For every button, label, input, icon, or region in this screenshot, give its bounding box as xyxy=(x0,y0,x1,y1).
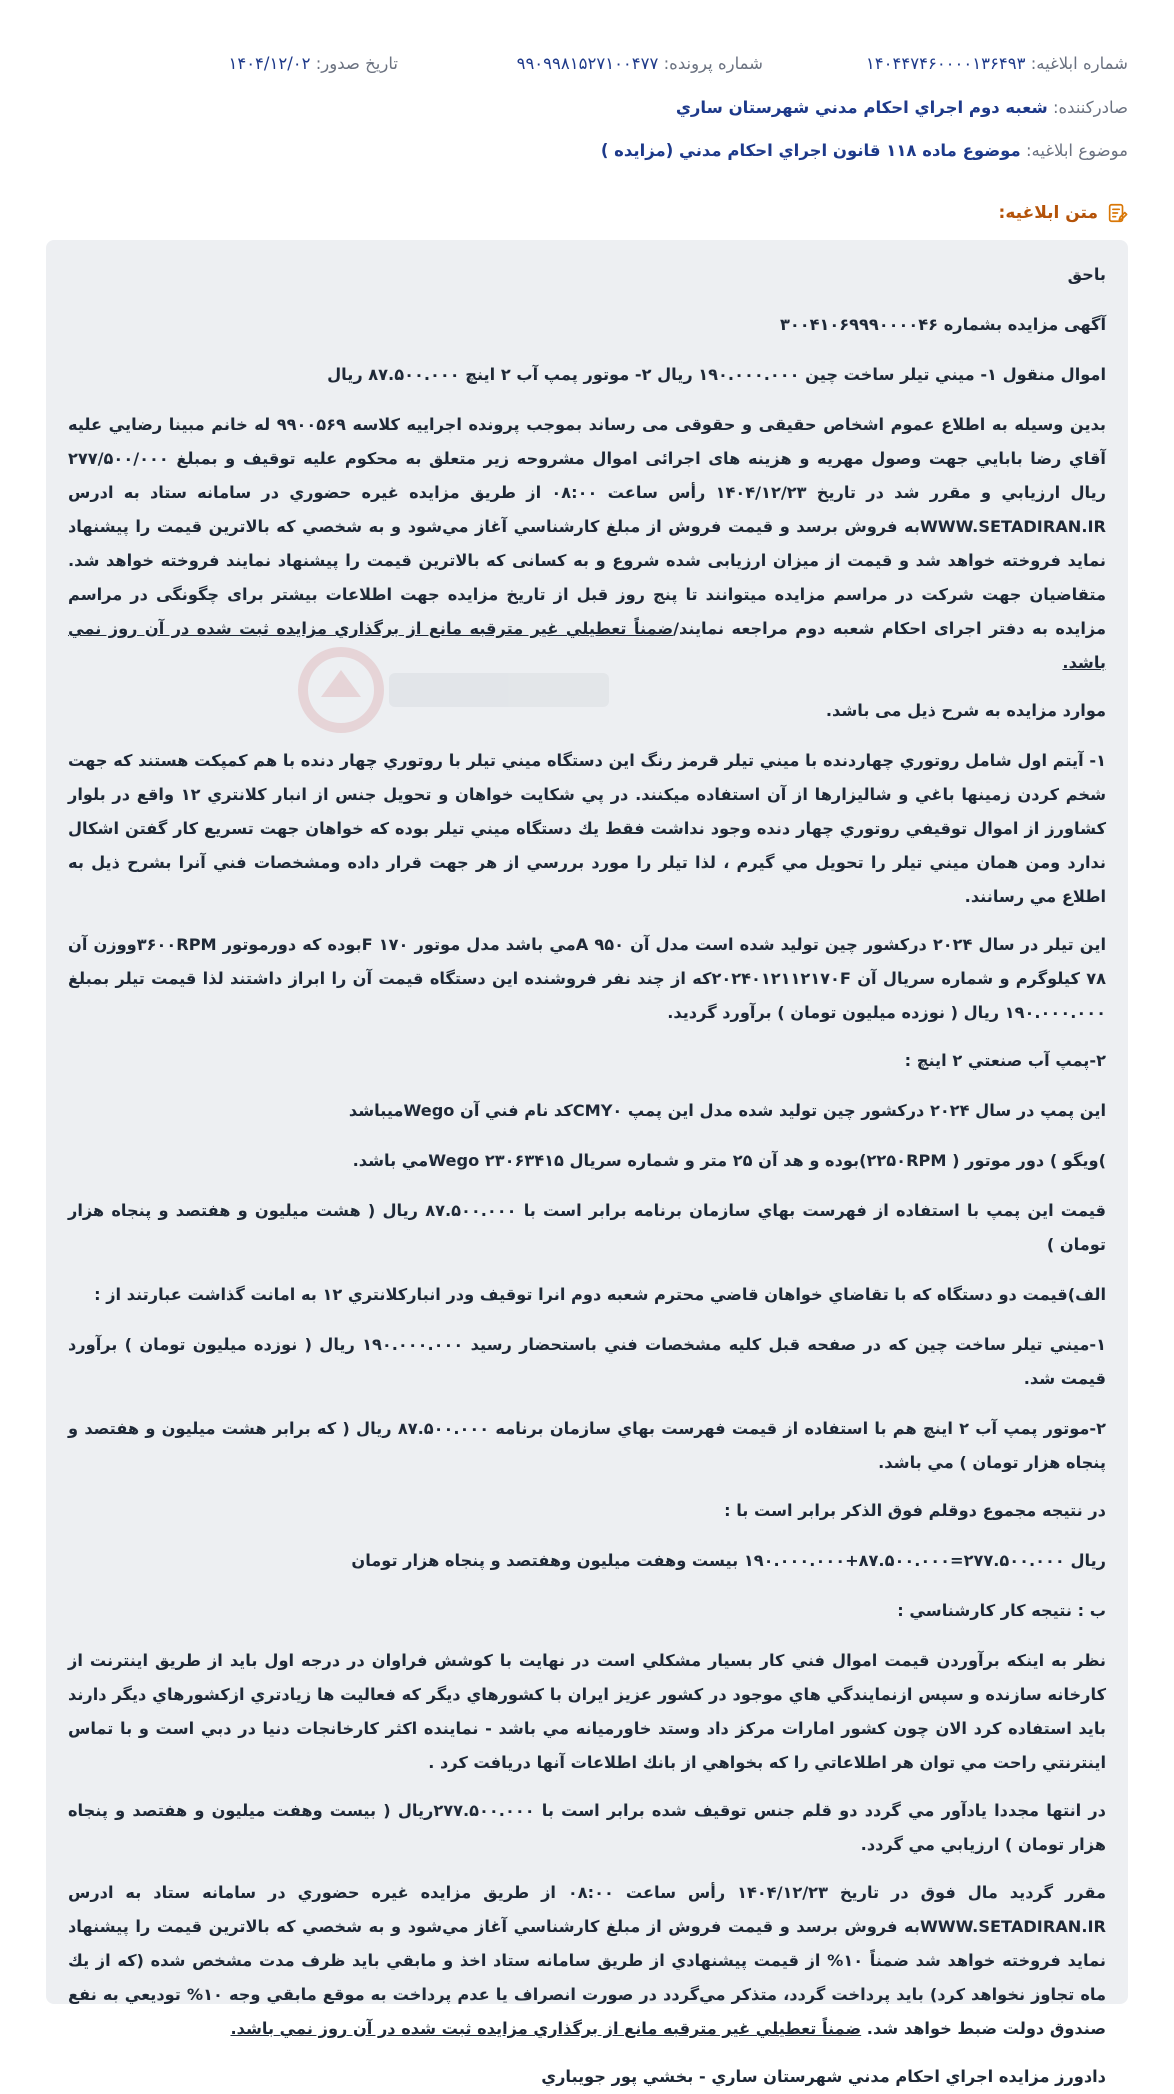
notice-content-box xyxy=(46,240,1128,2086)
announcement-disclaimer: ضمناً تعطيلي غير مترقبه مانع از برگذاري مزايده ثبت شده در آن روز نمي باشد. xyxy=(68,619,1106,672)
subject-label: موضوع ابلاغیه: xyxy=(1025,141,1128,160)
auction-terms-text: مقرر گرديد مال فوق در تاريخ ۱۴۰۴/۱۲/۲۳ رأس ساعت ۰۸:۰۰ از طريق مزايده غيره حضوري در سامانه ستاد به ادرس WWW.SETADIRAN.IRبه فروش برسد و قيمت فروش از مبلغ كارشناسي آغاز مي‌شود و به شخصي كه بالاترين قيمت را پيشنهاد نمايد فروخته خواهد شد ضمناً ۱۰% از قيمت پيشنهادي از طريق سامانه ستاد اخذ و مابقي بايد ظرف مدت مشخص شده (كه از يك ماه تجاوز نخواهد كرد) بايد پرداخت گردد، متذكر مي‌گردد در صورت انصراف يا عدم پرداخت به موقع مابقي وجه ۱۰% توديعي به نفع صندوق دولت ضبط خواهد شد. xyxy=(68,1883,1107,2038)
issue-date-value: ۱۴۰۴/۱۲/۰۲ xyxy=(228,54,311,73)
document-edit-icon xyxy=(1106,202,1128,224)
final-valuation: در انتها مجددا يادآور مي گردد دو قلم جنس توقيف شده برابر است با ۲۷۷.۵۰۰.۰۰۰ريال ( بيست وهفت ميليون و هفتصد و پنجاه هزار تومان ) ارزيابي مي گردد. xyxy=(68,1801,1106,1854)
subject-line xyxy=(46,141,1128,160)
item-2-model: اين پمپ در سال ۲۰۲۴ دركشور چين توليد شده مدل اين پمپ CMY۰كد نام فني آن Wegoميباشد xyxy=(348,1101,1106,1120)
total-sum: ريال ۲۷۷.۵۰۰.۰۰۰=۸۷.۵۰۰.۰۰۰+۱۹۰.۰۰۰.۰۰۰ بيست وهفت ميليون وهفتصد و پنجاه هزار تومان xyxy=(351,1551,1106,1570)
item-2-price: قيمت اين پمپ با استفاده از فهرست بهاي سازمان برنامه برابر است با ۸۷.۵۰۰.۰۰۰ ريال ( هشت ميليون و هفتصد و پنجاه هزار تومان ) xyxy=(68,1201,1106,1254)
notice-title-text: متن ابلاغیه: xyxy=(998,203,1098,223)
section-a-heading: الف)قيمت دو دستگاه كه با تقاضاي خواهان قاضي محترم شعبه دوم انرا توقيف ودر انباركلانتري ۱۲ به امانت گذاشت عبارتند از : xyxy=(94,1285,1106,1304)
item-1-specs: اين تيلر در سال ۲۰۲۴ دركشور چين توليد شده است مدل آن ۹۵۰ Aمي باشد مدل موتور ۱۷۰ Fبوده كه دورموتور ۳۶۰۰RPMووزن آن ۷۸ كيلوگرم و شماره سريال آن ۲۰۲۴۰۱۲۱۱۲۱۷۰Fكه از چند نفر فروشنده اين دستگاه قيمت آن را ابراز داشتند لذا قيمت تيلر بمبلغ ۱۹۰.۰۰۰.۰۰۰ ريال ( نوزده ميليون تومان ) برآورد گرديد. xyxy=(68,935,1107,1022)
items-intro: موارد مزایده به شرح ذیل می باشد. xyxy=(825,701,1106,720)
section-a-item-1: ۱-ميني تيلر ساخت چين كه در صفحه قبل كليه مشخصات فني باستحضار رسيد ۱۹۰.۰۰۰.۰۰۰ ريال ( نوزده ميليون تومان ) برآورد قيمت شد. xyxy=(68,1335,1106,1388)
auction-announcement-paragraph xyxy=(68,408,1106,680)
case-number xyxy=(517,54,763,73)
auction-number: آگهی مزایده بشماره ۳۰۰۴۱۰۶۹۹۹۰۰۰۰۴۶ xyxy=(779,315,1106,334)
notice-number xyxy=(866,54,1128,73)
salutation: باحق xyxy=(1067,265,1106,284)
notice-number-value: ۱۴۰۴۴۷۴۶۰۰۰۰۱۳۶۴۹۳ xyxy=(865,54,1026,73)
section-b-heading: ب : نتيجه كار كارشناسي : xyxy=(897,1601,1106,1620)
item-2-heading: ۲-پمپ آب صنعتي ۲ اينچ : xyxy=(904,1051,1106,1070)
case-number-value: ۹۹۰۹۹۸۱۵۲۷۱۰۰۴۷۷ xyxy=(516,54,659,73)
item-1-description: ۱- آيتم اول شامل روتوري چهاردنده با ميني تيلر قرمز رنگ اين دستگاه ميني تيلر با روتوري چهار دنده با هم كمپكت هستند كه جهت شخم كردن زمينها باغي و شاليزارها از آن استفاده ميكنند. در پي شكايت خواهان و تحويل جنس از انبار كلانتري ۱۲ واقع در بلوار كشاورز از اموال توقيفي روتوري چهار دنده وجود نداشت فقط يك دستگاه ميني تيلر بوده كه خواهان جهت تسريع كار گفتن اشكال ندارد ومن همان ميني تيلر را تحويل مي گيرم ، لذا تيلر را مورد بررسي از هر جهت قرار داده ومشخصات فني آنرا بشرح ذيل به اطلاع مي رسانند. xyxy=(68,751,1106,906)
issuer-value: شعبه دوم اجراي احكام مدني شهرستان ساري xyxy=(675,98,1048,117)
section-a-item-2: ۲-موتور پمپ آب ۲ اينچ هم با استفاده از قيمت فهرست بهاي سازمان برنامه ۸۷.۵۰۰.۰۰۰ ريال ( كه برابر هشت ميليون و هفتصد و پنجاه هزار تومان ) مي باشد. xyxy=(68,1419,1106,1472)
notice-number-label: شماره ابلاغیه: xyxy=(1030,54,1128,73)
total-intro: در نتيجه مجموع دوقلم فوق الذكر برابر است با : xyxy=(724,1501,1106,1520)
issuer-line xyxy=(46,98,1128,117)
notice-title xyxy=(999,200,1128,226)
auction-terms-paragraph xyxy=(68,1876,1106,2046)
expert-opinion: نظر به اينكه برآوردن قيمت اموال فني كار بسيار مشكلي است در نهايت با كوشش فراوان در درجه اول بايد از طريق اينترنت از كارخانه سازنده و سپس ازنمايندگي هاي موجود در كشور عزيز ايران با كشورهاي ديگر كه فعاليت ها زيادتري ازكشورهاي ديگر دارند بايد استفاده كرد الان چون كشور امارات مركز داد وستد خاورميانه مي باشد - نماينده اكثر كارخانجات دنيا در دبي است و با تماس اينترنتي راحت مي توان هر اطلاعاتي را كه بخواهي از بانك اطلاعات آنها دريافت كرد . xyxy=(68,1651,1106,1772)
auction-terms-disclaimer: ضمناً تعطيلي غير مترقبه مانع از برگذاري مزايده ثبت شده در آن روز نمي باشد. xyxy=(230,2019,862,2038)
notice-meta-row xyxy=(46,54,1128,84)
signature-line: دادورز مزايده اجراي احكام مدني شهرستان ساري - بخشي پور جويباري xyxy=(541,2067,1106,2086)
issue-date-label: تاریخ صدور: xyxy=(315,54,398,73)
issue-date xyxy=(228,54,398,73)
announcement-text: بدين وسيله به اطلاع عموم اشخاص حقيقی و حقوقی می رساند بموجب پرونده اجراییه كلاسه ۹۹۰۰۵۶۹ له خانم مبينا رضايي عليه آقاي رضا بابايي جهت وصول مهريه و هزينه های اجرائی اموال مشروحه زير متعلق به محكوم عليه توقيف و بمبلغ ۲۷۷/۵۰۰/۰۰۰ ريال ارزيابي و مقرر شد در تاريخ ۱۴۰۴/۱۲/۲۳ رأس ساعت ۰۸:۰۰ از طريق مزايده غيره حضوري در سامانه ستاد به ادرس WWW.SETADIRAN.IRبه فروش برسد و قيمت فروش از مبلغ كارشناسي آغاز مي‌شود و به شخصي كه بالاترين قيمت را پيشنهاد نمايد فروخته خواهد شد و قيمت از ميزان ارزيابی شده شروع و به کسانی که بالاترین قیمت را پیشنهاد نمایند فروخته خواهد شد. متقاضیان جهت شرکت در مراسم مزایده میتوانند تا پنج روز قبل از تاریخ مزایده جهت اطلاعات بیشتر برای چگونگی در مراسم مزایده به دفتر اجرای احکام شعبه دوم مراجعه نمایند/ xyxy=(68,415,1106,638)
case-number-label: شماره پرونده: xyxy=(663,54,763,73)
item-2-specs: )ويگو ) دور موتور ( ۲۲۵۰RPM)بوده و هد آن ۲۵ متر و شماره سريال ۲۳۰۶۳۴۱۵ Wegoمي باشد. xyxy=(352,1151,1106,1170)
subject-value: موضوع ماده ۱۱۸ قانون اجراي احكام مدني (مزايده ) xyxy=(600,141,1021,160)
issuer-label: صادرکننده: xyxy=(1052,98,1128,117)
movable-assets-summary: اموال منقول ۱- ميني تيلر ساخت چين ۱۹۰.۰۰۰.۰۰۰ ريال ۲- موتور پمپ آب ۲ اينچ ۸۷.۵۰۰.۰۰۰ ريال xyxy=(327,365,1106,384)
